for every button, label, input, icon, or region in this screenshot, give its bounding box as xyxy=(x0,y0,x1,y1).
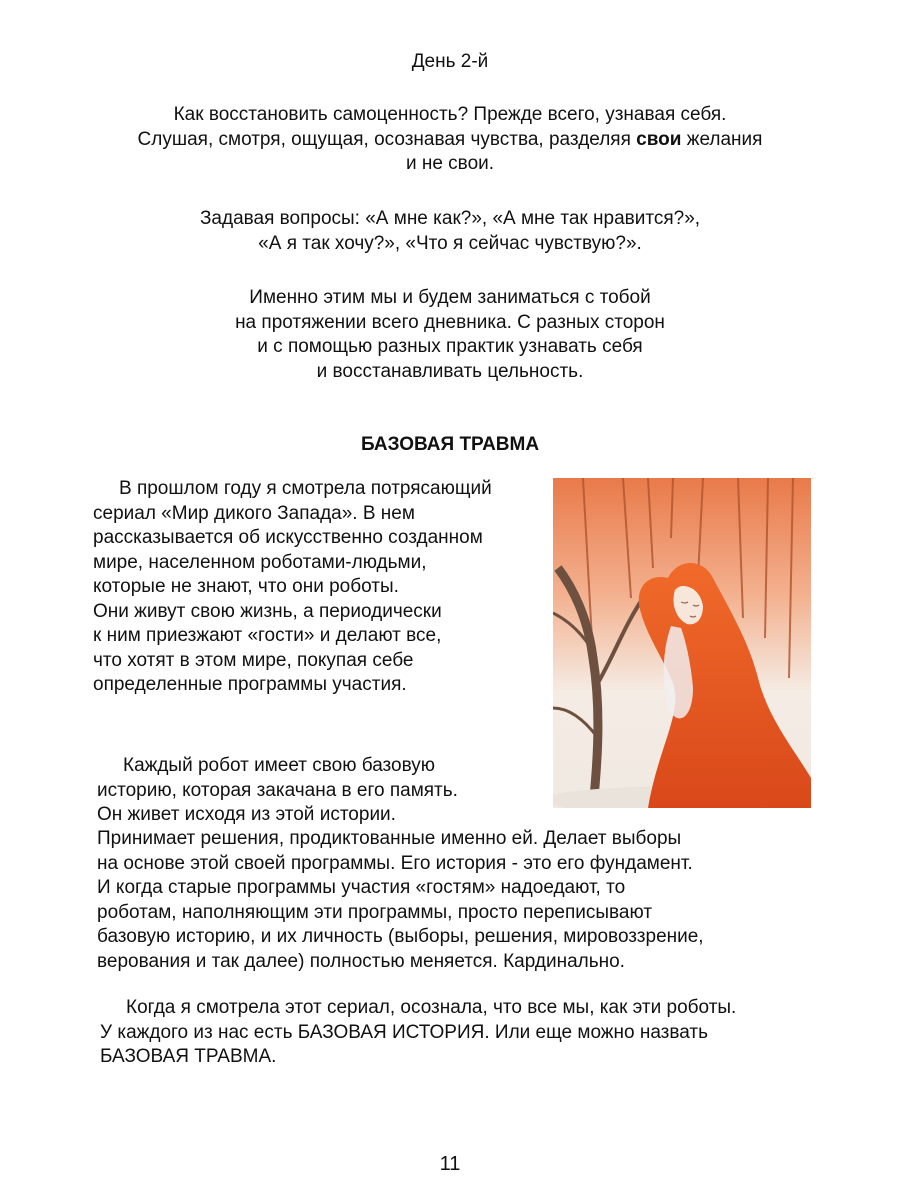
intro-p1-bold-word: свои xyxy=(636,128,682,150)
intro-p1-text-start: Как восстановить самоценность? Прежде всего, узнавая себя. Слушая, смотря, ощущая, осознавая чувства, разделяя xyxy=(137,104,727,150)
intro-paragraph-3: Именно этим мы и будем заниматься с тобой на протяжении всего дневника. С разных сторон и с помощью разных практик узнавать себя и восстанавливать цельность. xyxy=(235,287,665,382)
intro-p1-text-end: желания и не свои. xyxy=(405,128,763,174)
body-paragraph-2-top-text: Каждый робот имеет свою базовую историю, которая закачана в его память. Он живет исходя из этой истории. xyxy=(97,755,458,825)
body-paragraph-1-text: В прошлом году я смотрела потрясающий сериал «Мир дикого Запада». В нем рассказывается об искусственно созданном мире, населенном роботами-людьми, которые не знают, что они роботы. Они живут свою жизнь, а периодически к ним приезжают «гости» и делают все, что хотят в этом мире, покупая себе определенные программы участия. xyxy=(93,478,492,695)
body-paragraph-2-top xyxy=(97,754,547,828)
body-paragraph-3-text: Когда я смотрела этот сериал, осознала, что все мы, как эти роботы. У каждого из нас есть БАЗОВАЯ ИСТОРИЯ. Или еще можно назвать БАЗОВАЯ ТРАВМА. xyxy=(100,997,737,1067)
intro-paragraph-2: Задавая вопросы: «А мне как?», «А мне так нравится?», «А я так хочу?», «Что я сейчас чувствую?». xyxy=(199,208,701,254)
section-heading: БАЗОВАЯ ТРАВМА xyxy=(360,434,540,455)
body-paragraph-3 xyxy=(100,996,860,1070)
page-number: 11 xyxy=(439,1153,461,1175)
body-paragraph-2-bottom: Принимает решения, продиктованные именно ей. Делает выборы на основе этой своей программы. Его история - это его фундамент. И когда старые программы участия «гостям» надоедают, то роботам, наполняющим эти программы, просто переписывают базовую историю, и их личность (выборы, решения, мировоззрение, верования и так далее) полностью меняется. Кардинально. xyxy=(97,828,704,972)
red-haired-woman-illustration xyxy=(553,478,811,808)
day-label: День 2-й xyxy=(411,51,489,72)
intro-paragraph-1 xyxy=(0,103,900,177)
body-paragraph-1 xyxy=(93,477,543,698)
